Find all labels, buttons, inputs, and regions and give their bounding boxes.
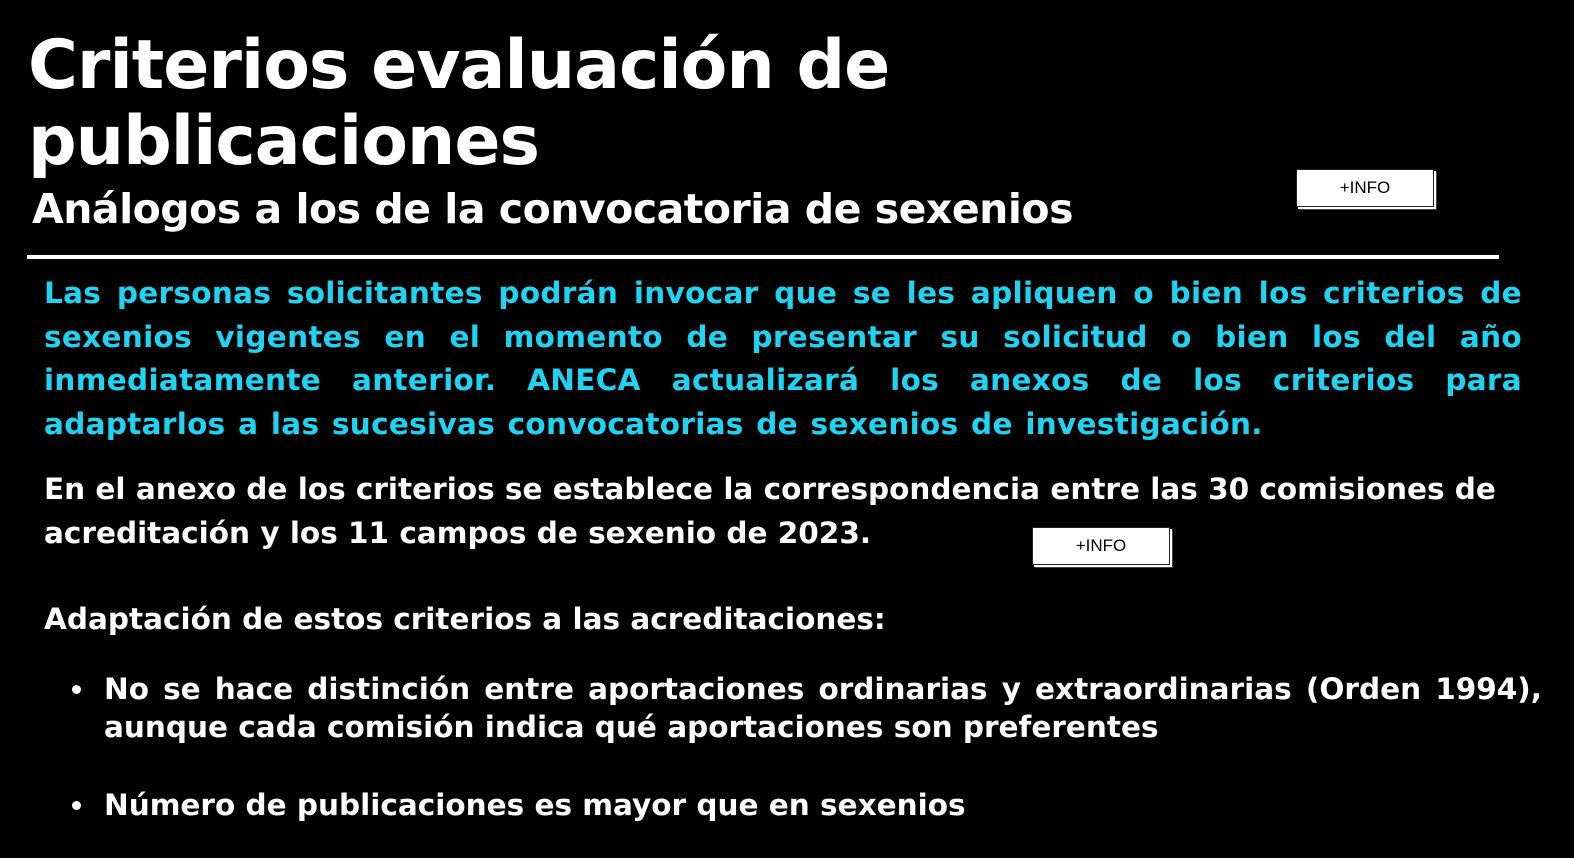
more-info-button-annex[interactable]: +INFO [1032, 527, 1170, 565]
title-divider [27, 255, 1499, 259]
bullet-dot-icon [72, 685, 81, 694]
page-title: Criterios evaluación de publicaciones [28, 26, 890, 181]
bullet-item [0, 786, 1542, 824]
bullet-item [0, 670, 1542, 746]
bullet-dot-icon [72, 801, 81, 810]
highlight-paragraph: Las personas solicitantes podrán invocar que se les apliquen o bien los criterios de sexenios vigentes en el momento de presentar su solicitud o bien los del año inmediatamente anterior. ANECA actualizará los anexos de los criterios para adaptarlos a las sucesivas convocatorias de sexenios de investigación. [44, 276, 1522, 441]
annex-paragraph: En el anexo de los criterios se establece la correspondencia entre las 30 comisiones de acreditación y los 11 campos de sexenio de 2023. [44, 472, 1496, 550]
more-info-button-sexenios[interactable]: +INFO [1296, 169, 1434, 207]
page-subtitle: Análogos a los de la convocatoria de sexenios [32, 185, 1073, 233]
bullet-text: No se hace distinción entre aportaciones ordinarias y extraordinarias (Orden 1994), aunque cada comisión indica qué aportaciones son preferentes [104, 672, 1542, 744]
bullet-text: Número de publicaciones es mayor que en sexenios [104, 788, 966, 822]
adaptation-heading: Adaptación de estos criterios a las acreditaciones: [44, 602, 886, 636]
adaptation-bullet-list [0, 670, 1574, 824]
